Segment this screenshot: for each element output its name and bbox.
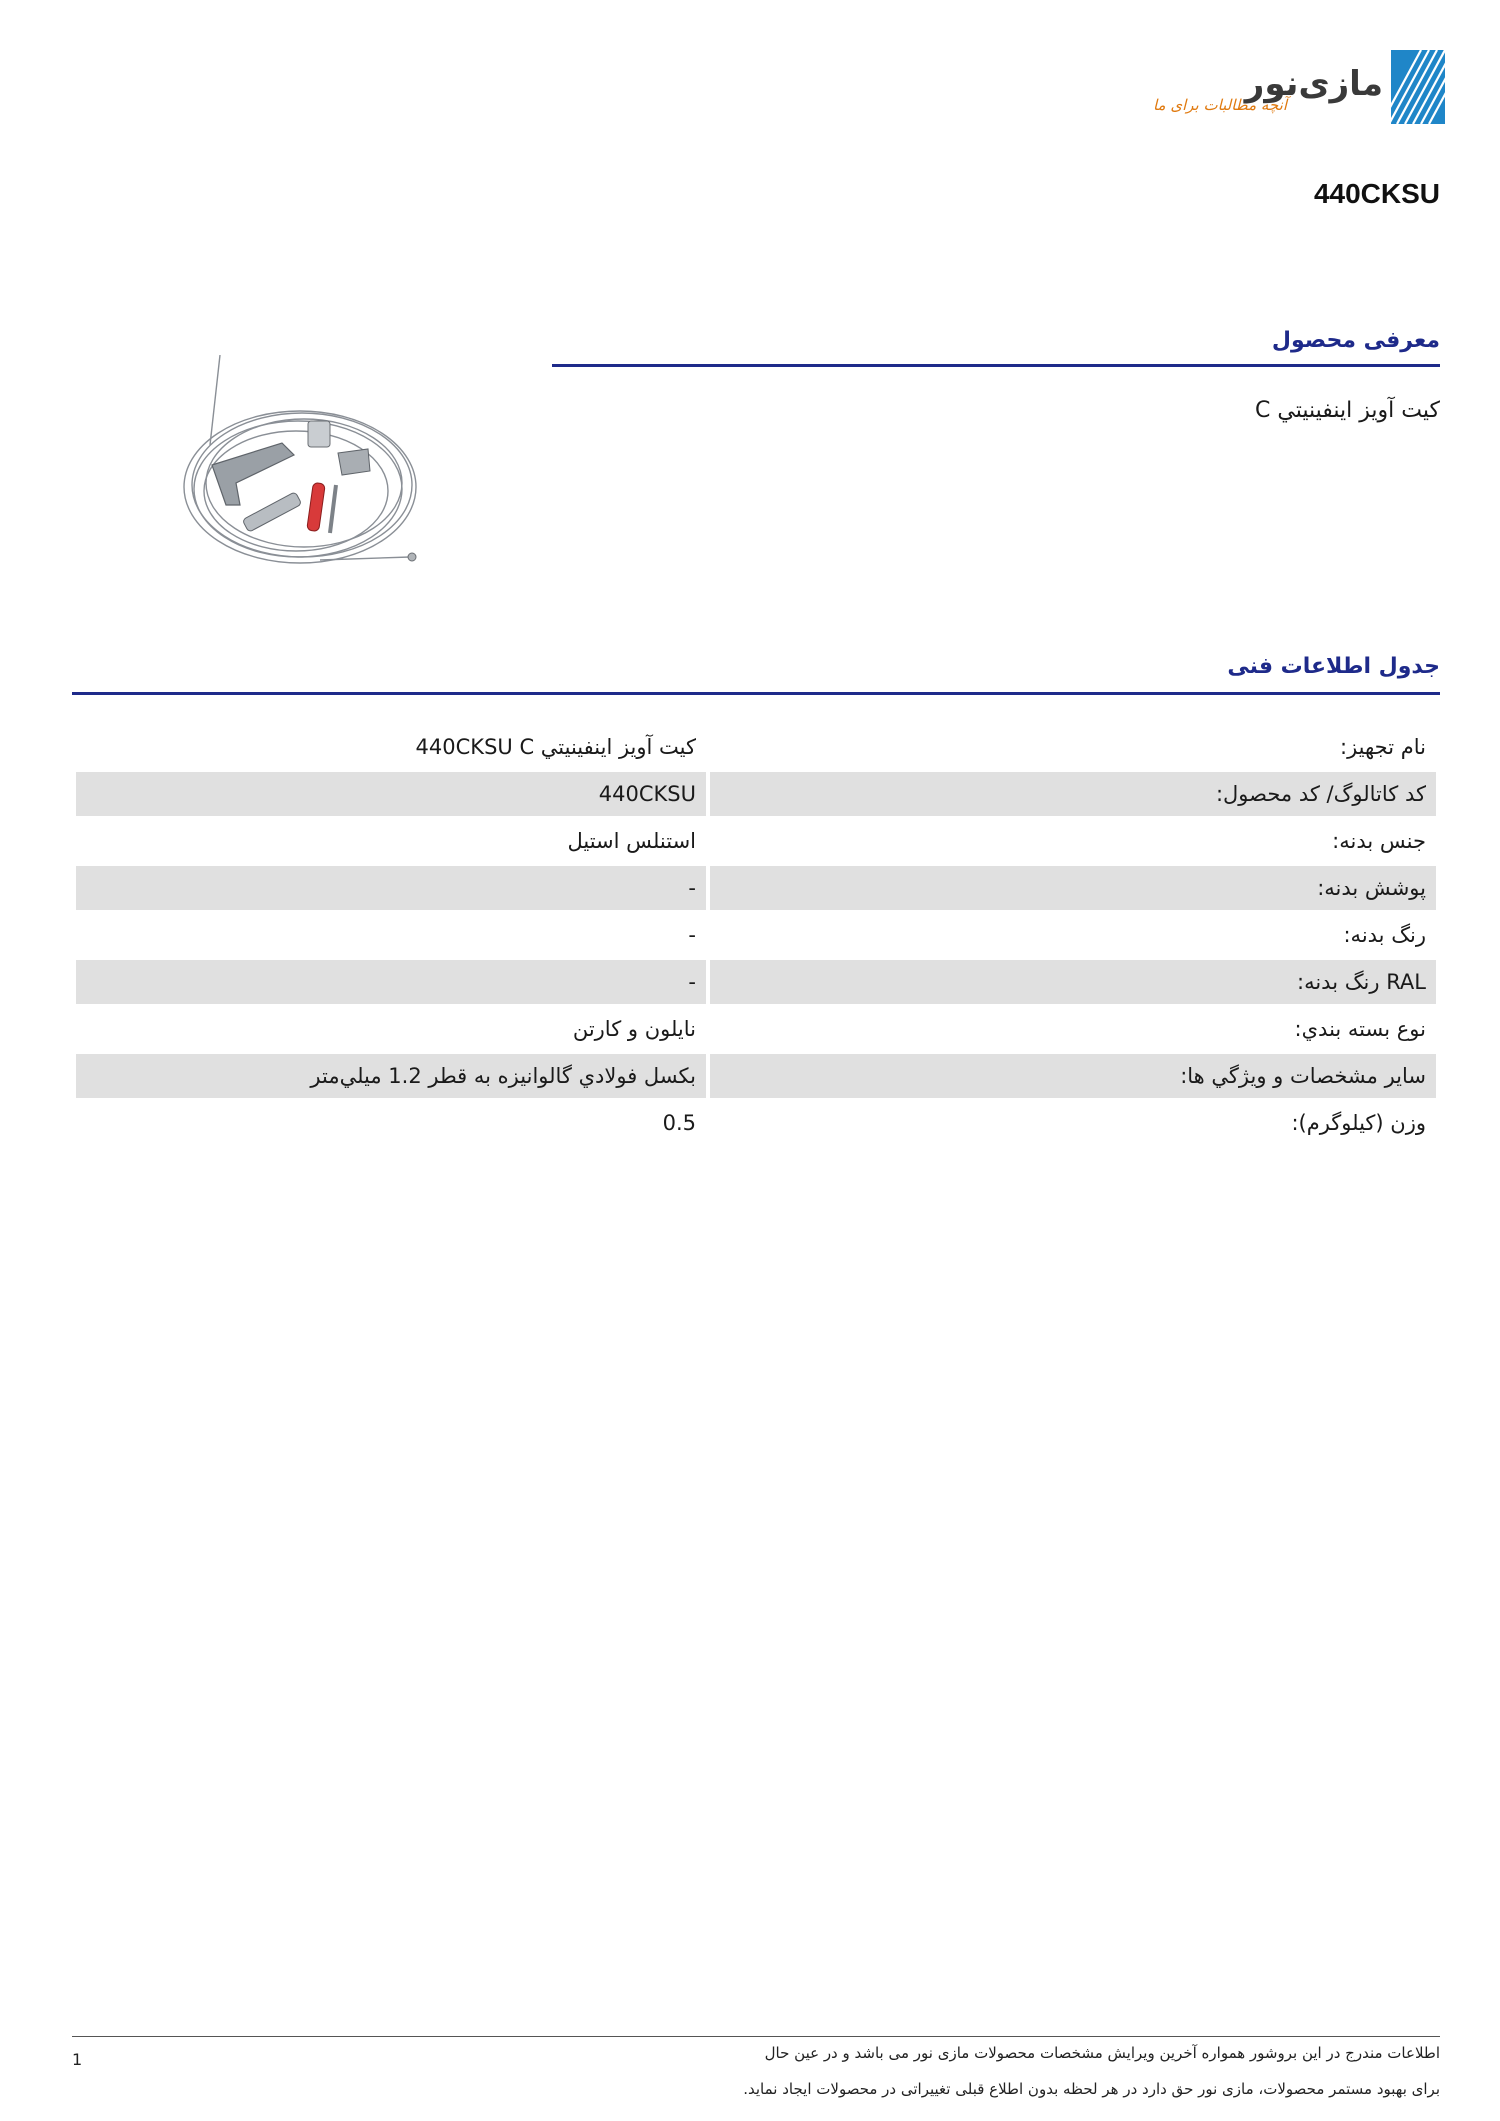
spec-value: 0.5 <box>662 1111 696 1135</box>
product-description: کیت آویز اینفینیتي C <box>1255 398 1440 423</box>
table-row <box>76 960 1436 1004</box>
logo-wordmark: مازی‌نور <box>1244 64 1383 104</box>
logo-mark-icon <box>1391 50 1445 124</box>
spec-label: نام تجهیز: <box>1340 735 1426 759</box>
table-row <box>76 772 1436 816</box>
table-row <box>76 819 1436 863</box>
spec-value: 440CKSU <box>76 772 706 816</box>
table-row <box>76 1054 1436 1098</box>
footer-divider <box>72 2036 1440 2037</box>
spec-value: کیت آویز اینفینیتي 440CKSU C <box>415 735 696 759</box>
spec-table-title: جدول اطلاعات فنی <box>1227 654 1440 679</box>
spec-label: جنس بدنه: <box>1332 829 1426 853</box>
spec-label: سایر مشخصات و ویژگي ها: <box>710 1054 1436 1098</box>
spec-value: - <box>76 960 706 1004</box>
spec-label: پوشش بدنه: <box>710 866 1436 910</box>
footer-disclaimer-line-1: اطلاعات مندرج در این بروشور همواره آخرین ویرایش مشخصات محصولات مازی نور می باشد و در عین حال <box>764 2044 1440 2062</box>
brand-logo <box>1152 48 1445 128</box>
spec-label: RAL رنگ بدنه: <box>710 960 1436 1004</box>
spec-table-divider <box>72 692 1440 695</box>
spec-value: - <box>76 866 706 910</box>
spec-value: نایلون و کارتن <box>572 1017 696 1041</box>
spec-label: رنگ بدنه: <box>1343 923 1426 947</box>
table-row <box>76 1101 1436 1145</box>
spec-value: بکسل فولادي گالوانیزه به قطر 1.2 میلي‌متر <box>76 1054 706 1098</box>
logo-tagline: آنچه مطالبات برای ما <box>1152 96 1287 114</box>
intro-divider <box>552 364 1440 367</box>
intro-section-title: معرفی محصول <box>1271 328 1440 353</box>
table-row <box>76 725 1436 769</box>
spec-label: وزن (کیلوگرم): <box>1291 1111 1426 1135</box>
product-code-title: 440CKSU <box>1313 178 1440 209</box>
footer-disclaimer-line-2: برای بهبود مستمر محصولات، مازی نور حق دارد در هر لحظه بدون اطلاع قبلی تغییراتی در محصولات ایجاد نماید. <box>743 2080 1440 2098</box>
spec-table <box>72 722 1440 1148</box>
table-row <box>76 913 1436 957</box>
spec-value: - <box>688 923 696 947</box>
table-row <box>76 1007 1436 1051</box>
spec-label: نوع بسته بندي: <box>1294 1017 1426 1041</box>
page-number: 1 <box>72 2050 83 2069</box>
spec-value: استنلس استیل <box>567 829 696 853</box>
spec-label: کد کاتالوگ/ کد محصول: <box>710 772 1436 816</box>
product-photo <box>170 355 430 577</box>
table-row <box>76 866 1436 910</box>
